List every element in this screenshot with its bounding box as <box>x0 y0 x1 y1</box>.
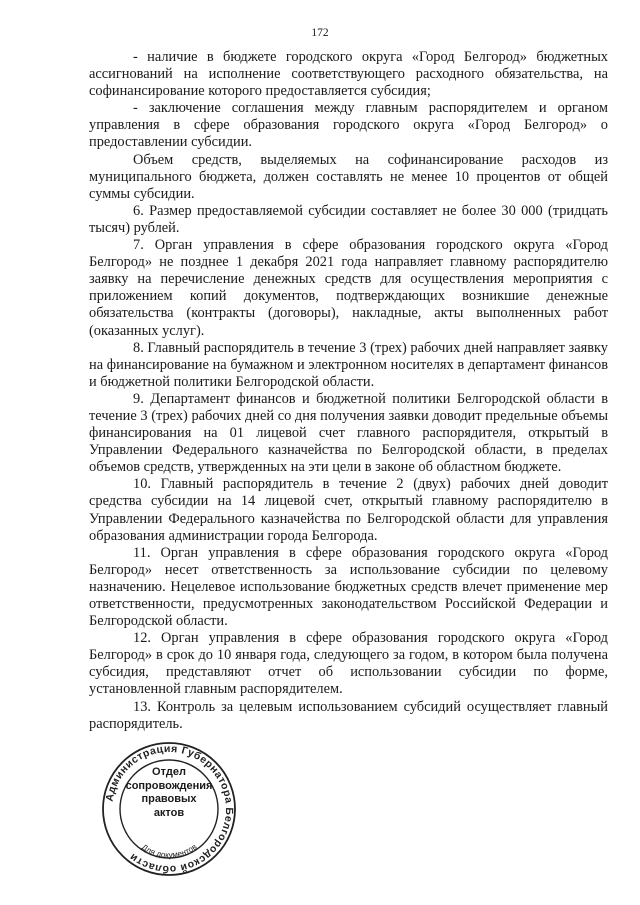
paragraph: Объем средств, выделяемых на софинансирование расходов из муниципального бюджета, должен составлять не менее 10 процентов от общей суммы субсидии. <box>89 151 608 202</box>
stamp-line: актов <box>153 806 185 819</box>
paragraph-item-13: 13. Контроль за целевым использованием субсидий осуществляет главный распорядитель. <box>89 698 608 732</box>
paragraph: - наличие в бюджете городского округа «Город Белгород» бюджетных ассигнований на исполнение соответствующего расходного обязательства, на софинансирование которого предоставляется субсидия; <box>89 49 608 100</box>
stamp-line: сопровождения <box>125 779 213 792</box>
document-body <box>89 49 608 733</box>
paragraph-item-6: 6. Размер предоставляемой субсидии составляет не более 30 000 (тридцать тысяч) рублей. <box>89 202 608 236</box>
paragraph: - заключение соглашения между главным распорядителем и органом управления в сфере образования городского округа «Город Белгород» о предоставлении субсидии. <box>89 100 608 151</box>
stamp-bottom-text: Для документов <box>140 842 199 860</box>
paragraph-item-8: 8. Главный распорядитель в течение 3 (трех) рабочих дней направляет заявку на финансирование на бумажном и электронном носителях в департамент финансов и бюджетной политики Белгородской области. <box>89 339 608 390</box>
paragraph-item-7: 7. Орган управления в сфере образования городского округа «Город Белгород» не позднее 1 декабря 2021 года направляет главному распорядителю заявку на перечисление денежных средств для осуществления мероприятия с приложением копий документов, подтверждающих возникшие денежные обязательства (контракты (договоры), накладные, акты выполненных работ (оказанных услуг). <box>89 237 608 339</box>
paragraph-item-11: 11. Орган управления в сфере образования городского округа «Город Белгород» несет ответственность за использование субсидии по целевому назначению. Нецелевое использование бюджетных средств влечет применение мер ответственности, предусмотренных законодательством Российской Федерации и Белгородской области. <box>89 544 608 630</box>
paragraph-item-10: 10. Главный распорядитель в течение 2 (двух) рабочих дней доводит средства субсидии на 14 лицевой счет, открытый главному распорядителю в Управлении Федерального казначейства по Белгородской области для управления образования администрации города Белгорода. <box>89 476 608 544</box>
page-number: 172 <box>311 27 329 39</box>
stamp-center <box>122 766 216 820</box>
paragraph-item-9: 9. Департамент финансов и бюджетной политики Белгородской области в течение 3 (трех) рабочих дней со дня получения заявки доводит предельные объемы финансирования на 01 лицевой счет главного распорядителя, открытый в Управлении Федерального казначейства по Белгородской области, в пределах объемов средств, утвержденных на эти цели в законе об областном бюджете. <box>89 390 608 476</box>
stamp-line: правовых <box>141 793 197 805</box>
paragraph-item-12: 12. Орган управления в сфере образования городского округа «Город Белгород» в срок до 10 января года, следующего за годом, в котором была получена субсидия, представляют отчет об использовании субсидии по форме, установленной главным распорядителем. <box>89 630 608 698</box>
stamp-ring-text: Администрация Губернатора Белгородской области <box>103 742 236 876</box>
stamp-line: Отдел <box>152 766 186 778</box>
official-stamp <box>100 740 238 878</box>
